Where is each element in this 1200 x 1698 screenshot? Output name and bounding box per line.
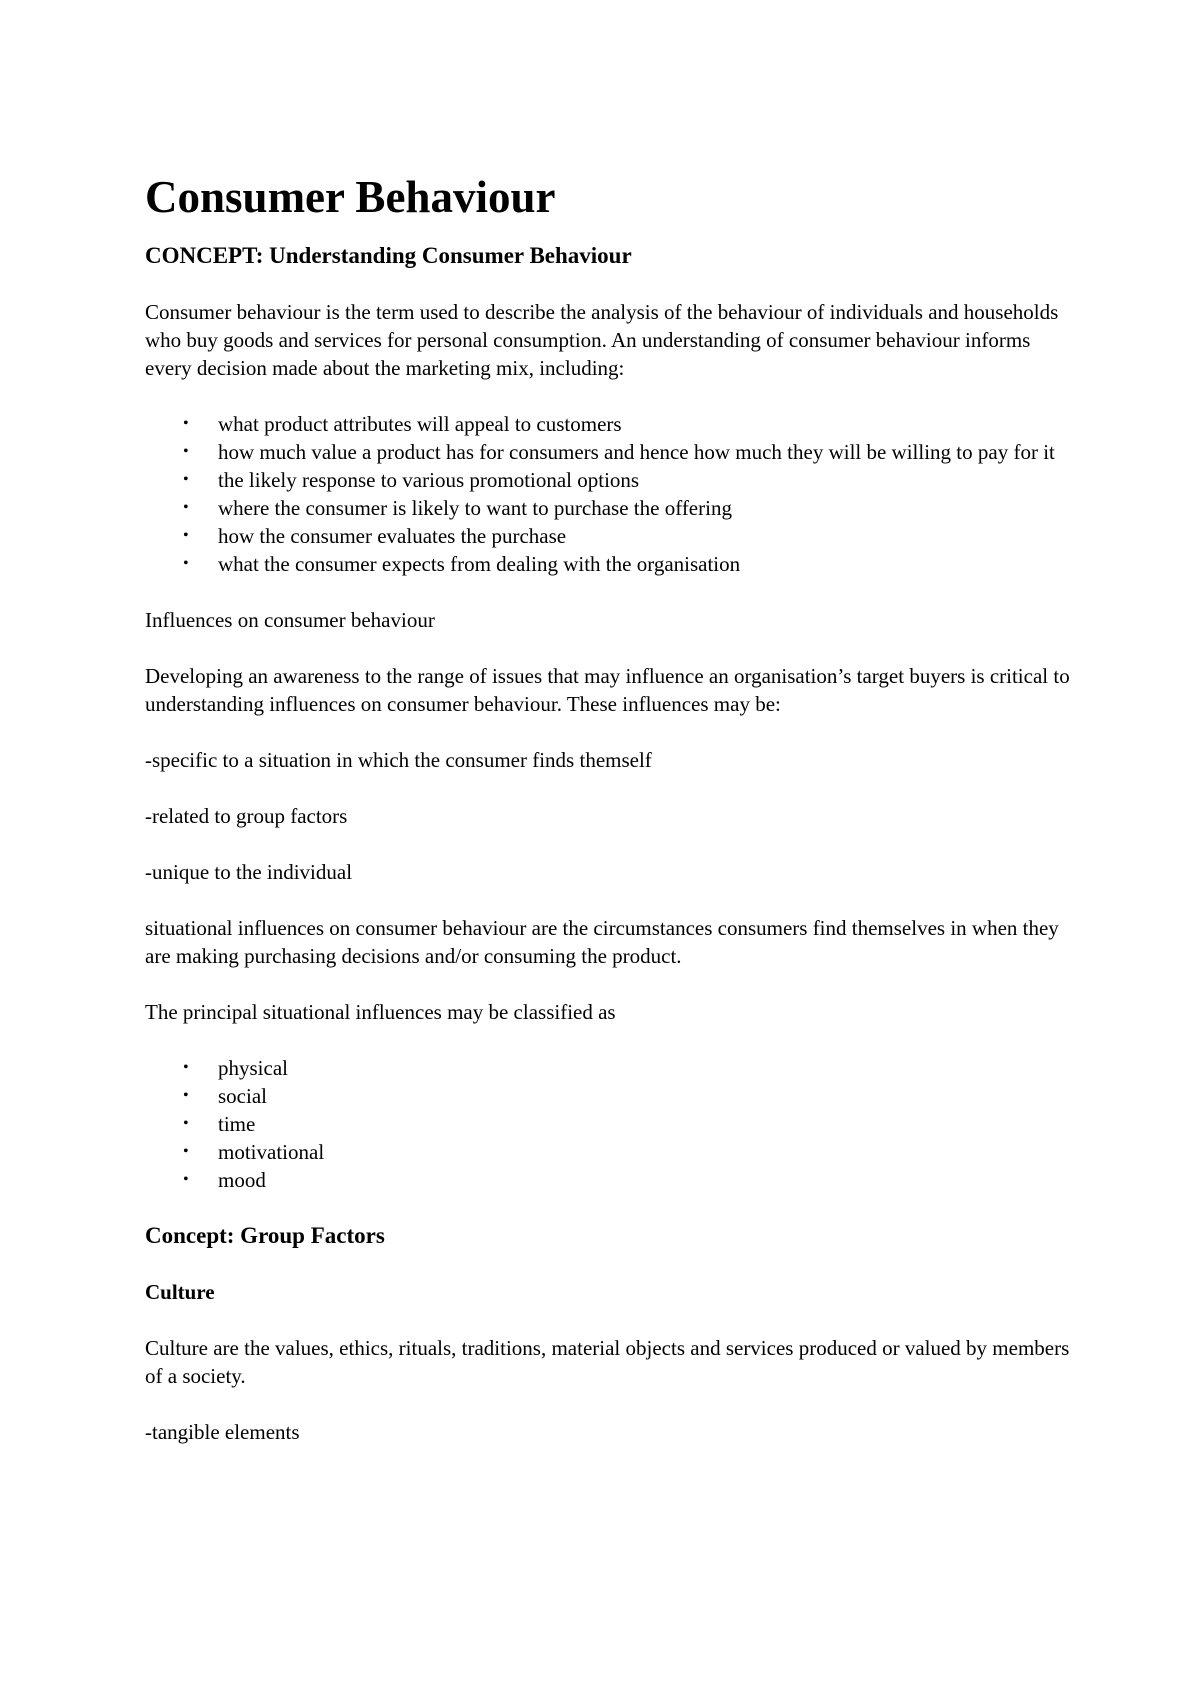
list-item: • where the consumer is likely to want to purchase the offering: [183, 496, 732, 520]
list-item: • what the consumer expects from dealing with the organisation: [183, 552, 741, 576]
situational-paragraph: situational influences on consumer behaviour are the circumstances consumers find themselves in when they are making purchasing decisions and/or consuming the product.: [145, 916, 1059, 968]
bullet-icon: •: [183, 1059, 189, 1076]
subheading-culture: Culture: [145, 1280, 215, 1304]
situational-influences-list: [145, 1054, 1075, 1194]
list-item: • what product attributes will appeal to customers: [183, 412, 622, 436]
bullet-icon: •: [183, 1171, 189, 1188]
influence-type-individual: -unique to the individual: [145, 860, 353, 884]
bullet-icon: •: [183, 443, 189, 460]
influence-type-group: -related to group factors: [145, 804, 348, 828]
influences-heading: Influences on consumer behaviour: [145, 608, 435, 632]
list-item: • mood: [183, 1168, 266, 1192]
list-item: • social: [183, 1084, 267, 1108]
document-title: Consumer Behaviour: [145, 172, 556, 222]
culture-paragraph: Culture are the values, ethics, rituals, traditions, material objects and services produced or valued by members of a society.: [145, 1336, 1070, 1388]
list-item: • how the consumer evaluates the purchase: [183, 524, 567, 548]
intro-paragraph: Consumer behaviour is the term used to describe the analysis of the behaviour of individuals and households who buy goods and services for personal consumption. An understanding of consumer behaviour informs every decision made about the marketing mix, including:: [145, 300, 1059, 380]
influences-paragraph: Developing an awareness to the range of issues that may influence an organisation’s target buyers is critical to understanding influences on consumer behaviour. These influences may be:: [145, 664, 1070, 716]
tangible-elements: -tangible elements: [145, 1420, 300, 1444]
list-item: • time: [183, 1112, 256, 1136]
bullet-icon: •: [183, 1115, 189, 1132]
bullet-icon: •: [183, 471, 189, 488]
list-item: • motivational: [183, 1140, 325, 1164]
section-heading-understanding: CONCEPT: Understanding Consumer Behaviour: [145, 243, 632, 268]
bullet-icon: •: [183, 499, 189, 516]
list-item: • the likely response to various promotional options: [183, 468, 640, 492]
influence-type-situation: -specific to a situation in which the consumer finds themself: [145, 748, 652, 772]
list-item: • physical: [183, 1056, 288, 1080]
section-heading-group-factors: Concept: Group Factors: [145, 1223, 385, 1248]
list-item: • how much value a product has for consumers and hence how much they will be willing to pay for it: [183, 440, 1055, 464]
bullet-icon: •: [183, 1143, 189, 1160]
marketing-mix-list: [145, 410, 1075, 578]
bullet-icon: •: [183, 555, 189, 572]
bullet-icon: •: [183, 1087, 189, 1104]
bullet-icon: •: [183, 527, 189, 544]
classified-paragraph: The principal situational influences may be classified as: [145, 1000, 616, 1024]
bullet-icon: •: [183, 415, 189, 432]
document-page: [145, 170, 1075, 1474]
